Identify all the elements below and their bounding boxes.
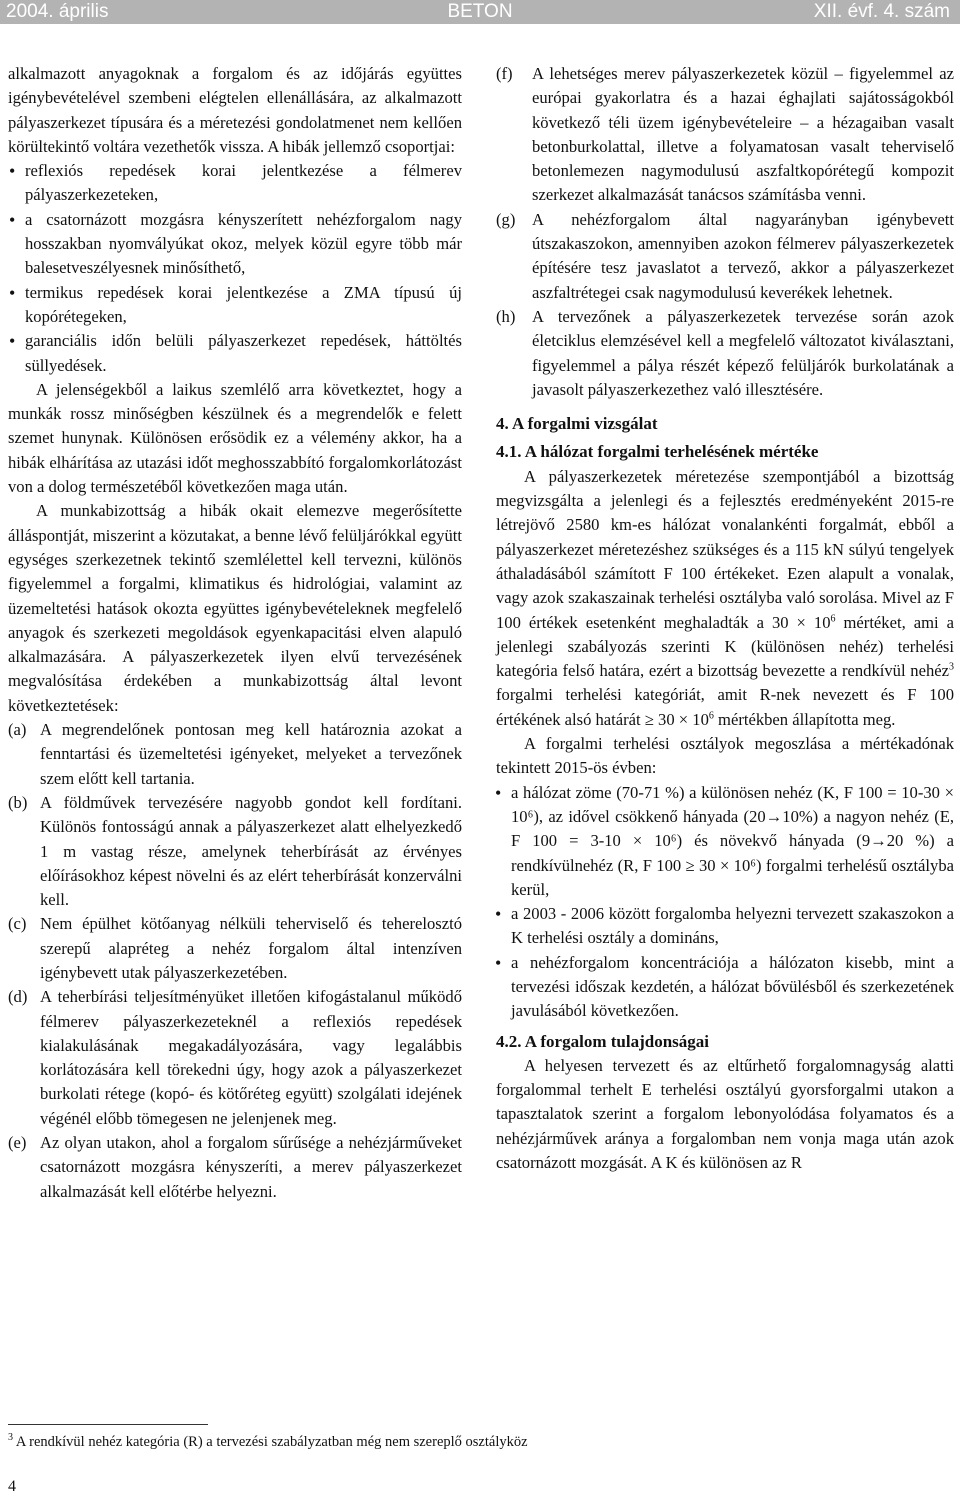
running-header [0, 0, 960, 24]
item-text: A megrendelőnek pontosan meg kell határoznia azokat a fenntartási és üzemeltetési igényeket, melyeket a tervezőnek szem előtt kell tartania. [40, 720, 462, 788]
defect-list [8, 159, 462, 378]
item-mark: (h) [496, 306, 516, 326]
list-item: • a csatornázott mozgásra kényszerített nehézforgalom nagy hosszakban nyomvályúkat okoz, melyek közül egyre több már balesetveszélyesnek minősíthető, [8, 208, 462, 281]
list-item: • a nehézforgalom koncentrációja a hálózaton kisebb, mint a tervezési időszak kezdetén, a hálózat bővülésből és szerkezetének javulásából következően. [496, 951, 954, 1024]
item-mark: (b) [8, 792, 28, 812]
item-mark: (d) [8, 987, 28, 1007]
paragraph: A munkabizottság a hibák okait elemezve megerősítette álláspontját, miszerint a közutakat, a benne lévő felüljárókkal együtt egységes szerkezetnek tekintő szemlélettel kell tervezni, különös figyelemmel a forgalmi, klimatikus és hidrológiai, valamint az üzemeltetési hatások okozta együttes igénybevételeknek megfelelő anyagok és szerkezeti megoldások egyenkapacitási elven alapuló alkalmazására. A pályaszerkezetek ilyen elvű tervezésének megvalósítása érdekében a munkabizottság által levont következtetések: [8, 501, 462, 715]
item-mark: (g) [496, 209, 516, 229]
list-item: • termikus repedések korai jelentkezése a ZMA típusú új kopórétegeken, [8, 281, 462, 330]
list-item [496, 208, 954, 305]
conclusions-list [8, 718, 462, 1204]
item-text: A lehetséges merev pályaszerkezetek közül – figyelemmel az európai gyakorlatra és a hazai éghajlati sajátosságokból következő téli üzem igénybevételeire – a hézagaiban vasalt betonburkolattal, illetve a folyamatosan vasalt teherviselő betonlemezen nagymodulusú aszfaltkopórétegű kompozit szerkezet alkalmazását tanácsos számításba venni. [532, 64, 954, 205]
list-item [496, 62, 954, 208]
conclusions-list-cont [496, 62, 954, 402]
paragraph: alkalmazott anyagoknak a forgalom és az időjárás együttes igénybevételével szembeni elégtelen ellenállására, az alkalmazott pályaszerkezet típusára és a méretezési gondolatmenet nem kellően körültekintő voltára vezethetők vissza. A hibák jellemző csoportjai: [8, 64, 462, 156]
list-item [8, 1131, 462, 1204]
footnote-text: A rendkívül nehéz kategória (R) a tervezési szabályzatban még nem szereplő osztályköz [13, 1434, 528, 1450]
superscript: 6 [830, 613, 836, 624]
item-text: A teherbírási teljesítményüket illetően kifogástalanul működő félmerev pályaszerkezeteknél a reflexiós repedések kialakulásának megakadályozására, vagy legalábbis korlátozására kell törekedni úgy, hogy azok a pályaszerkezet burkolati rétege (kopó- és kötőréteg együtt) szolgálati idejének végénél előbb tömegesen ne jelenjenek meg. [40, 987, 462, 1128]
footnote-reference: 3 [949, 661, 954, 673]
paragraph: A forgalmi terhelési osztályok megoszlása a mértékadónak tekintett 2015-ös évben: [496, 734, 954, 778]
item-mark: (c) [8, 914, 27, 934]
traffic-class-list [496, 781, 954, 1024]
footnote [8, 1432, 528, 1452]
section-heading: 4. A forgalmi vizsgálat [496, 414, 658, 434]
list-item [8, 912, 462, 985]
item-mark: (e) [8, 1133, 27, 1153]
list-item [8, 791, 462, 912]
item-text: Az olyan utakon, ahol a forgalom sűrűsége a nehézjárműveket csatornázott mozgásra kényszeríti, a merev pályaszerkezet alkalmazását kell előtérbe helyezni. [40, 1133, 462, 1201]
item-text: A földművek tervezésére nagyobb gondot kell fordítani. Különös fontosságú annak a pályaszerkezet alatt elhelyezkedő 1 m vastag része, amelynek teherbírását az érvényes előírásokhoz képest növelni és az elért teherbírását konzerválni kell. [40, 792, 462, 910]
text-run: forgalmi terhelési kategóriát, amit R-nek nevezett és F 100 értékének alsó határát ≥ 30 × 10 [496, 685, 954, 729]
header-issue: XII. évf. 4. szám [813, 1, 950, 22]
item-mark: (f) [496, 64, 513, 83]
superscript: 6 [708, 710, 714, 722]
list-item: • reflexiós repedések korai jelentkezése a félmerev pályaszerkezeteken, [8, 159, 462, 208]
list-item [8, 718, 462, 791]
subsection-heading: 4.2. A forgalom tulajdonságai [496, 1031, 709, 1051]
item-mark: (a) [8, 720, 27, 740]
item-text: A tervezőnek a pályaszerkezetek tervezése során azok életciklus elemzésével kell a megfelelő változatot kiválasztani, figyelemmel a pálya részét képező felüljárók burkolatának a javasolt pályaszerkezethez való illesztésére. [532, 306, 954, 399]
list-item [496, 305, 954, 402]
footnote-mark: 3 [8, 1432, 13, 1444]
left-column [8, 62, 462, 1204]
text-run: mértékben állapította meg. [713, 709, 896, 729]
right-column [496, 62, 954, 1175]
text-run: A pályaszerkezetek méretezése szempontjából a bizottság megvizsgálta a jelenlegi és a fejlesztés eredményeként 2015-re létrejövő 2580 km-es hálózat vonalankénti forgalmát, ebből a pályaszerkezet méretezéshez szükséges és a 115 kN súlyú tengelyek áthaladásából számított F 100 értékeket. Ezen alapult a vonalak, vagy azok szakaszainak terhelési osztályba való sorolása. Mivel az F 100 értékek esetenként meghaladták a 30 × 10 [496, 466, 954, 632]
subsection-heading: 4.1. A hálózat forgalmi terhelésének mértéke [496, 442, 819, 462]
paragraph: A jelenségekből a laikus szemlélő arra következtet, hogy a munkák rossz minőségben készülnek és a megrendelők e felett szemet hunynak. Különösen erősödik ez a vélemény akkor, ha a hibák elhárítása az utazási időt meghosszabbító forgalomkorlátozást von a dolog természetéből következően maga után. [8, 379, 462, 497]
list-item: • garanciális időn belüli pályaszerkezet repedések, háttöltés süllyedések. [8, 329, 462, 378]
footnote-divider [8, 1424, 208, 1425]
header-magazine: BETON [447, 1, 513, 22]
item-text: Nem épülhet kötőanyag nélküli teherviselő és teherelosztó szerepű alapréteg a nehéz forgalom által intenzíven igénybevett utak pályaszerkezetében. [40, 914, 462, 982]
paragraph [496, 465, 954, 732]
list-item: • a 2003 - 2006 között forgalomba helyezni tervezett szakaszokon a K terhelési osztály a domináns, [496, 902, 954, 951]
list-item [8, 985, 462, 1131]
header-date: 2004. április [6, 1, 109, 22]
page-number: 4 [8, 1478, 16, 1495]
item-text: A nehézforgalom által nagyarányban igénybevett útszakaszokon, amennyiben azokon félmerev pályaszerkezetek építésére tesz javaslatot a tervező, akkor a pályaszerkezet aszfaltrétegei csak nagymodulusú keverékek lehetnek. [532, 209, 954, 302]
text-run: mértéket, ami a jelenlegi szabályozás szerinti K (különösen nehéz) terhelési kategória felső határa, ezért a bizottság bevezette a rendkívül nehéz [496, 612, 954, 681]
list-item: • a hálózat zöme (70-71 %) a különösen nehéz (K, F 100 = 10-30 × 10⁶), az idővel csökkenő hányada (20→10%) a nagyon nehéz (E, F 100 = 3-10 × 10⁶) és növekvő hányada (9→20 %) a rendkívülnehéz (R, F 100 ≥ 30 × 10⁶) forgalmi terhelésű osztályba kerül, [496, 781, 954, 902]
paragraph: A helyesen tervezett és az eltűrhető forgalomnagyság alatti forgalommal terhelt E terhelési osztályú gyorsforgalmi utakon a tapasztalatok szerint a forgalom lebonyolódása folyamatos és a nehézjárművek aránya a forgalomban nem vonja maga után azok csatornázott mozgását. A K és különösen az R [496, 1055, 954, 1173]
